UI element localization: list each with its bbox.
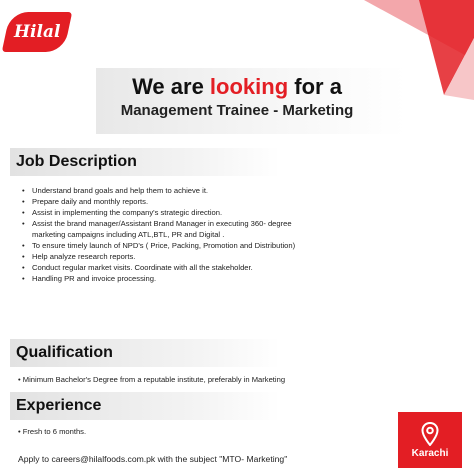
job-description-heading	[10, 148, 280, 176]
qualification-title: Qualification	[16, 344, 113, 361]
list-item: • To ensure timely launch of NPD's ( Price, Packing, Promotion and Distribution)	[32, 240, 302, 251]
map-pin-icon	[421, 422, 439, 446]
experience-title: Experience	[16, 397, 102, 414]
list-item: • Help analyze research reports.	[32, 251, 302, 262]
list-item: • Assist the brand manager/Assistant Brand Manager in executing 360- degree marketing campaigns including ATL,BTL, PR and Digital .	[32, 218, 302, 240]
qualification-text: • Minimum Bachelor's Degree from a reputable institute, preferably in Marketing	[18, 375, 286, 384]
headline	[0, 74, 474, 100]
list-item: • Assist in implementing the company's strategic direction.	[32, 207, 302, 218]
experience-heading	[10, 392, 280, 420]
job-description-list	[16, 185, 302, 284]
experience-text: • Fresh to 6 months.	[18, 427, 87, 436]
job-description-title: Job Description	[16, 153, 137, 170]
headline-suffix: for a	[288, 74, 342, 99]
hilal-logo	[2, 12, 73, 52]
headline-highlight: looking	[209, 74, 289, 99]
list-item: • Conduct regular market visits. Coordinate with all the stakeholder.	[32, 262, 302, 273]
location-city: Karachi	[411, 447, 449, 459]
apply-instructions: Apply to careers@hilalfoods.com.pk with the subject "MTO- Marketing"	[18, 454, 288, 464]
logo-text: Hilal	[13, 22, 61, 42]
qualification-heading	[10, 339, 280, 367]
position-title: Management Trainee - Marketing	[120, 102, 354, 119]
headline-prefix: We are	[132, 74, 210, 99]
list-item: • Understand brand goals and help them to achieve it.	[32, 185, 302, 196]
list-item: • Prepare daily and monthly reports.	[32, 196, 302, 207]
location-badge	[398, 412, 462, 468]
list-item: • Handling PR and invoice processing.	[32, 273, 302, 284]
